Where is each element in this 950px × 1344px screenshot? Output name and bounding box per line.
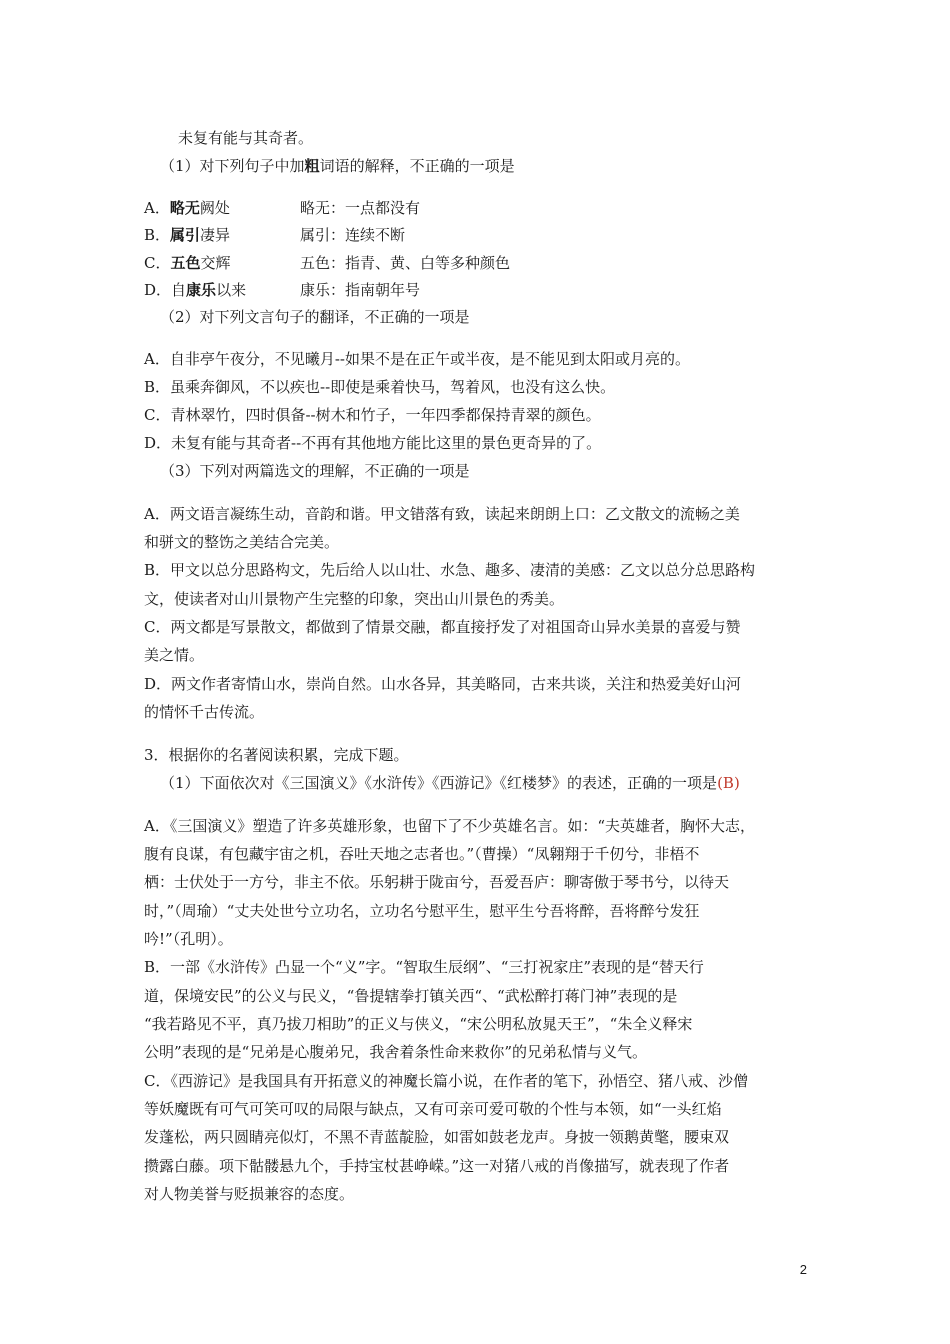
- page-number: 2: [799, 1262, 807, 1277]
- sub3-option-a-line2: 和骈文的整饬之美结合完美。: [144, 533, 340, 551]
- q3-option-b-line1: B．一部《水浒传》凸显一个“义”字。“智取生辰纲”、“三打祝家庄”表现的是“替天行: [144, 958, 704, 976]
- q3-option-b-line4: 公明”表现的是“兄弟是心腹弟兄，我舍着条性命来救你”的兄弟私情与义气。: [144, 1043, 648, 1061]
- q3-option-c-line3: 发蓬松，两只圆睛亮似灯，不黑不青蓝靛脸，如雷如鼓老龙声。身披一领鹅黄氅，腰束双: [144, 1128, 730, 1146]
- sub1-option-c-definition: 五色：指青、黄、白等多种颜色: [300, 254, 511, 272]
- q3-option-b-line2: 道，保境安民”的公义与民义，“鲁提辖拳打镇关西“、“武松醉打蒋门神”表现的是: [144, 987, 678, 1005]
- q3-answer-mark: (B): [717, 774, 740, 792]
- sub1-option-c: C．五色交辉: [144, 254, 231, 272]
- q3-option-b-line3: “我若路见不平，真乃拔刀相助”的正义与侠义，“宋公明私放晁天王”，“朱全义释宋: [144, 1015, 693, 1033]
- sub2-option-d: D．未复有能与其奇者--不再有其他地方能比这里的景色更奇异的了。: [144, 434, 602, 452]
- q3-option-a-line3: 栖：士伏处于一方兮，非主不依。乐躬耕于陇亩兮，吾爱吾庐：聊寄傲于琴书兮，以待天: [144, 873, 730, 891]
- q3-option-a-line2: 腹有良谋，有包藏宇宙之机，吞吐天地之志者也。”（曹操）“凤翱翔于千仞兮，非梧不: [144, 845, 700, 863]
- sub3-option-d-line1: D．两文作者寄情山水，崇尚自然。山水各异，其美略同，古来共谈，关注和热爱美好山河: [144, 675, 742, 693]
- q3-option-c-line5: 对人物美誉与贬损兼容的态度。: [144, 1185, 355, 1203]
- sub-question-3: （3）下列对两篇选文的理解，不正确的一项是: [160, 462, 470, 480]
- q3-option-a-line5: 吟!”（孔明）。: [144, 930, 233, 948]
- sub3-option-d-line2: 的情怀千古传流。: [144, 703, 265, 721]
- q3-sub-question-1-text: （1）下面依次对《三国演义》《水浒传》《西游记》《红楼梦》的表述，正确的一项是: [160, 774, 718, 792]
- sub1-option-a: A．略无阙处: [144, 199, 230, 217]
- q3-option-a-line4: 时，”（周瑜）“丈夫处世兮立功名，立功名兮慰平生，慰平生兮吾将醉，吾将醉兮发狂: [144, 902, 700, 920]
- sub1-option-b: B．属引凄异: [144, 226, 231, 244]
- sub2-option-c: C．青林翠竹，四时俱备--树木和竹子，一年四季都保持青翠的颜色。: [144, 406, 601, 424]
- sub1-option-d-definition: 康乐：指南朝年号: [300, 281, 421, 299]
- sub3-option-b-line1: B．甲文以总分思路构文，先后给人以山壮、水急、趣多、凄清的美感：乙文以总分总思路构: [144, 561, 756, 579]
- sub-question-1-suffix: 词语的解释，不正确的一项是: [319, 157, 515, 175]
- sub3-option-a-line1: A．两文语言凝练生动，音韵和谐。甲文错落有致，读起来朗朗上口：乙文散文的流畅之美: [144, 505, 740, 523]
- sub1-option-d: D．自康乐以来: [144, 281, 247, 299]
- q3-sub-question-1: [160, 773, 740, 793]
- sub-question-2: （2）对下列文言句子的翻译，不正确的一项是: [160, 308, 470, 326]
- sub1-option-b-definition: 属引：连续不断: [300, 226, 406, 244]
- passage-tail-line: 未复有能与其奇者。: [178, 129, 314, 147]
- sub2-option-b: B．虽乘奔御风，不以疾也--即使是乘着快马，驾着风，也没有这么快。: [144, 378, 616, 396]
- sub3-option-b-line2: 文，使读者对山川景物产生完整的印象，突出山川景色的秀美。: [144, 590, 565, 608]
- sub1-option-a-definition: 略无：一点都没有: [300, 199, 421, 217]
- sub-question-1: [160, 156, 515, 176]
- sub3-option-c-line2: 美之情。: [144, 646, 205, 664]
- sub-question-1-prefix: （1）对下列句子中加: [160, 157, 305, 175]
- q3-option-a-line1: A．《三国演义》塑造了许多英雄形象，也留下了不少英雄名言。如：“夫英雄者，胸怀大志，: [144, 817, 756, 835]
- question-3-heading: 3．根据你的名著阅读积累，完成下题。: [144, 746, 409, 764]
- sub-question-1-bold: 粗: [304, 157, 320, 175]
- q3-option-c-line1: C．《西游记》是我国具有开拓意义的神魔长篇小说，在作者的笔下，孙悟空、猪八戒、沙僧: [144, 1072, 748, 1090]
- q3-option-c-line4: 攒露白藤。项下骷髅悬九个，手持宝杖甚峥嵘。”这一对猪八戒的肖像描写，就表现了作者: [144, 1157, 730, 1175]
- q3-option-c-line2: 等妖魔既有可气可笑可叹的局限与缺点，又有可亲可爱可敬的个性与本领，如“一头红焰: [144, 1100, 722, 1118]
- sub2-option-a: A．自非亭午夜分，不见曦月--如果不是在正午或半夜，是不能见到太阳或月亮的。: [144, 350, 690, 368]
- sub3-option-c-line1: C．两文都是写景散文，都做到了情景交融，都直接抒发了对祖国奇山异水美景的喜爱与赞: [144, 618, 741, 636]
